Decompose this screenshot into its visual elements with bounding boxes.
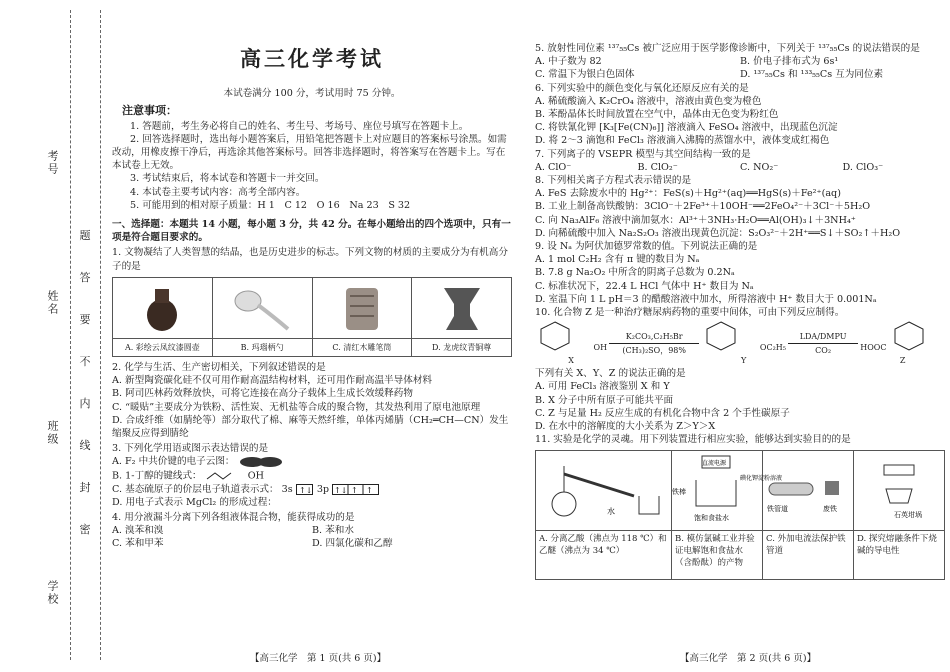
q7-option-b[interactable]: B. ClO₂⁻	[637, 161, 678, 173]
orbital-3s-label: 3s	[281, 483, 293, 495]
svg-text:↑↓: ↑↓	[334, 485, 348, 495]
q3-option-d[interactable]: D. 用电子式表示 MgCl₂ 的形成过程：	[112, 496, 277, 508]
quartz-crucible-icon	[854, 461, 944, 521]
q6-option-d[interactable]: D. 将 2～3 滴饱和 FeCl₃ 溶液滴入沸腾的蒸馏水中，液体变成红褐色	[535, 135, 830, 147]
q3-option-b-label: B. 1-丁醇的键线式：	[112, 470, 202, 482]
label-name: 姓名	[46, 290, 59, 316]
y-label: Y	[741, 355, 747, 365]
benzene-ring-icon	[701, 320, 757, 350]
q2-stem: 2. 化学与生活、生产密切相关，下列叙述错误的是	[112, 362, 326, 374]
q7-option-d[interactable]: D. ClO₃⁻	[842, 161, 884, 173]
warning-char: 封	[79, 481, 91, 494]
lacquer-pot-icon	[142, 283, 182, 333]
note-item: 2. 回答选择题时，选出每小题答案后，用铅笔把答题卡上对应题目的答案标号涂黑。如需改动，用橡皮擦干净后，再选涂其他答案标号。回答非选择题时，将答案写在答题卡上。写在本试卷上无效。	[112, 133, 507, 172]
q2-option-c[interactable]: C. “暖贴”主要成分为铁粉、活性炭、无机盐等合成的聚合物，其发热利用了原电池原理	[112, 401, 481, 413]
q3-option-a[interactable]	[112, 455, 512, 468]
binding-line-inner	[100, 10, 101, 660]
q11-stem: 11. 实验是化学的灵魂。用下列装置进行相应实验，能够达到实验目的的是	[535, 434, 851, 446]
right-column	[535, 42, 945, 580]
q9-option-d[interactable]: D. 室温下向 1 L pH＝3 的醋酸溶液中加水，所得溶液中 H⁺ 数目大于 0.001Nₐ	[535, 293, 877, 305]
warning-char: 内	[79, 397, 91, 410]
svg-text:↑↓: ↑↓	[298, 485, 313, 495]
q10-option-c[interactable]: C. Z 与足量 H₂ 反应生成的有机化合物中含 2 个手性碳原子	[535, 407, 790, 419]
q10-option-b[interactable]: B. X 分子中所有原子可能共平面	[535, 394, 674, 406]
q5-option-d[interactable]: D. ¹³⁷₅₅Cs 和 ¹³³₅₅Cs 互为同位素	[740, 69, 884, 81]
q6-option-c[interactable]: C. 将铁氰化钾 [K₃[Fe(CN)₆]] 溶液滴入 FeSO₄ 溶液中，出现蓝色沉淀	[535, 122, 838, 134]
y-group: OC₂H₅	[759, 342, 786, 352]
binding-margin	[0, 0, 110, 672]
q7-option-a[interactable]: A. ClO⁻	[535, 161, 572, 173]
q9-option-b[interactable]: B. 7.8 g Na₂O₂ 中所含的阴离子总数为 0.2Nₐ	[535, 267, 735, 279]
reagent1-bottom: (CH₃)₂SO，98%	[622, 345, 686, 355]
iron-rod-label: 铁棒	[672, 487, 686, 496]
q11-option-a[interactable]	[536, 451, 672, 579]
q3-option-b[interactable]	[112, 469, 512, 483]
q6-option-b[interactable]: B. 苯酚晶体长时间放置在空气中，晶体由无色变为粉红色	[535, 109, 779, 121]
q1-option-c[interactable]	[313, 278, 413, 356]
q1-image-table	[112, 277, 512, 357]
exam-title: 高三化学考试	[240, 46, 384, 71]
note-item: 1. 答题前，考生务必将自己的姓名、考生号、考场号、座位号填写在答题卡上。	[130, 120, 469, 132]
q8-option-b[interactable]: B. 工业上制备高铁酸钠：3ClO⁻＋2Fe³⁺＋10OH⁻══2FeO₄²⁻＋3Cl⁻＋5H₂O	[535, 201, 871, 213]
q4-option-c[interactable]: C. 苯和甲苯	[112, 538, 164, 550]
q3-option-c[interactable]	[112, 483, 512, 496]
bronze-zun-icon	[438, 282, 486, 334]
q10-option-a[interactable]: A. 可用 FeCl₃ 溶液鉴别 X 和 Y	[535, 381, 670, 393]
note-item: 3. 考试结束后，将本试卷和答题卡一并交回。	[130, 173, 325, 185]
warning-char: 密	[79, 523, 91, 536]
q6-stem: 6. 下列实验中的颜色变化与氧化还原反应有关的是	[535, 82, 749, 94]
benzene-ring-icon	[889, 320, 945, 350]
brush-holder-icon	[340, 282, 384, 334]
compound-y	[701, 320, 786, 367]
q3-stem: 3. 下列化学用语或图示表达错误的是	[112, 443, 269, 455]
x-label: X	[568, 355, 574, 365]
q7-stem: 7. 下列离子的 VSEPR 模型与其空间结构一致的是	[535, 148, 751, 160]
reaction-arrow-1	[609, 330, 699, 357]
q1-option-a[interactable]	[113, 278, 213, 356]
cathodic-protection-icon	[763, 461, 853, 521]
q5-option-a[interactable]: A. 中子数为 82	[535, 56, 602, 68]
q5-option-c[interactable]: C. 常温下为银白色固体	[535, 69, 635, 81]
q9-option-a[interactable]: A. 1 mol C₂H₂ 含有 π 键的数目为 Nₐ	[535, 254, 700, 266]
q1-option-c-label: C. 清红木雕笔筒	[313, 338, 412, 356]
q9-option-c[interactable]: C. 标准状况下，22.4 L HCl 气体中 H⁺ 数目为 Nₐ	[535, 280, 754, 292]
z-label: Z	[899, 355, 906, 365]
orbital-3s-box	[296, 484, 314, 495]
distillation-apparatus-icon	[539, 456, 669, 526]
svg-text:↑: ↑	[351, 485, 358, 495]
q11-option-c[interactable]	[763, 451, 854, 579]
q8-stem: 8. 下列相关离子方程式表示错误的是	[535, 175, 692, 187]
compound-x	[535, 320, 607, 367]
q1-option-d[interactable]	[412, 278, 511, 356]
q8-option-c[interactable]: C. 向 Na₃AlF₆ 溶液中滴加氨水：Al³⁺＋3NH₃·H₂O══Al(OH)₃↓＋3NH₄⁺	[535, 214, 856, 226]
q10-option-d[interactable]: D. 在水中的溶解度的大小关系为 Z＞Y＞X	[535, 421, 716, 433]
q4-option-b[interactable]: B. 苯和水	[312, 525, 354, 537]
q9-stem: 9. 设 Nₐ 为阿伏加德罗常数的值。下列说法正确的是	[535, 241, 758, 253]
reaction-arrow-2	[788, 330, 858, 357]
q4-option-d[interactable]: D. 四氯化碳和乙醇	[312, 538, 393, 550]
q11-option-b-label: B. 模仿氯碱工业并验证电解饱和食盐水（含酚酞）的产物	[675, 534, 755, 569]
orbital-3p-box	[332, 484, 380, 495]
orbital-3p-label: 3p	[316, 483, 330, 495]
q5-stem: 5. 放射性同位素 ¹³⁷₅₅Cs 被广泛应用于医学影像诊断中，下列关于 ¹³⁷₅₅Cs 的说法错误的是	[535, 43, 920, 54]
binding-warning	[78, 230, 92, 566]
pipe-label: 铁管道	[767, 504, 788, 513]
q4-option-a[interactable]: A. 溴苯和溴	[112, 525, 164, 537]
scrap-iron-label: 废铁	[823, 504, 837, 513]
section-heading: 一、选择题：本题共 14 小题，每小题 3 分，共 42 分。在每小题给出的四个选项中，只有一项是符合题目要求的。	[112, 219, 511, 244]
bond-line-icon	[205, 469, 245, 483]
warning-char: 要	[79, 313, 91, 326]
note-item: 4. 本试卷主要考试内容：高考全部内容。	[130, 186, 306, 198]
q10-stem: 10. 化合物 Z 是一种治疗糖尿病药物的重要中间体，可由下列反应制得。	[535, 307, 845, 319]
x-group: OH	[593, 342, 608, 352]
electron-cloud-icon	[238, 456, 284, 468]
q11-option-c-label: C. 外加电流法保护铁管道	[766, 534, 846, 557]
q6-option-a[interactable]: A. 稀硫酸滴入 K₂CrO₄ 溶液中，溶液由黄色变为橙色	[535, 95, 762, 107]
water-label: 水	[606, 506, 615, 516]
brine-label: 饱和食盐水	[694, 513, 729, 522]
q4-stem: 4. 用分液漏斗分离下列各组液体混合物，能获得成功的是	[112, 512, 355, 524]
ki-starch-label: 碘化钾淀粉溶液	[740, 474, 783, 482]
q10-reaction-scheme	[535, 321, 945, 365]
q2-option-a[interactable]: A. 新型陶瓷碳化硅不仅可用作耐高温结构材料，还可用作耐高温半导体材料	[112, 375, 433, 387]
notes-title: 注意事项：	[122, 104, 177, 118]
q2-option-d[interactable]: D. 合成纤维（如腈纶等）部分取代了棉、麻等天然纤维，单体丙烯腈（CH₂═CH—CN）发生缩聚反应得到腈纶	[112, 414, 509, 440]
label-class: 班级	[46, 420, 59, 446]
hydroxyl-label: OH	[247, 470, 265, 482]
q11-option-d[interactable]	[854, 451, 944, 579]
binding-line-outer	[70, 10, 71, 660]
warning-char: 题	[79, 229, 91, 242]
power-label: 直流电源	[702, 459, 727, 467]
q1-option-a-label: A. 彩绘云凤纹漆圆壶	[113, 338, 212, 356]
label-exam-number: 考号	[46, 150, 59, 176]
q1-option-b-label: B. 玛瑙柄勺	[213, 338, 312, 356]
crucible-label: 石英坩埚	[894, 510, 922, 519]
footer-left: 【高三化学 第 1 页(共 6 页)】	[250, 653, 387, 664]
q7-option-c[interactable]: C. NO₂⁻	[740, 161, 779, 173]
compound-z	[860, 320, 945, 367]
warning-char: 线	[79, 439, 91, 452]
q3-option-a-label: A. F₂ 中共价键的电子云图：	[112, 456, 235, 468]
q8-option-a[interactable]: A. FeS 去除废水中的 Hg²⁺：FeS(s)＋Hg²⁺(aq)══HgS(s)＋Fe²⁺(aq)	[535, 188, 841, 200]
warning-char: 不	[79, 355, 91, 368]
q2-option-b[interactable]: B. 阿司匹林药效释放快，可将它连接在高分子载体上生成长效缓释药物	[112, 388, 413, 400]
q1-stem: 1. 文物凝结了人类智慧的结晶，也是历史进步的标志。下列文物的材质的主要成分为有机高分子的是	[112, 247, 508, 272]
q10-sub-stem: 下列有关 X、Y、Z 的说法正确的是	[535, 368, 686, 380]
q11-apparatus-table	[535, 450, 945, 580]
reagent2-bottom: CO₂	[815, 345, 832, 355]
q1-option-d-label: D. 龙虎纹青铜尊	[412, 338, 511, 356]
q5-option-b[interactable]: B. 价电子排布式为 6s¹	[740, 56, 839, 68]
q8-option-d[interactable]: D. 向稀硫酸中加入 Na₂S₂O₃ 溶液出现黄色沉淀：S₂O₃²⁻＋2H⁺══S↓＋SO₂↑＋H₂O	[535, 227, 901, 239]
z-group: HOOC	[860, 342, 887, 352]
svg-text:↑: ↑	[366, 485, 373, 495]
warning-char: 答	[79, 271, 91, 284]
note-item: 5. 可能用到的相对原子质量：H 1 C 12 O 16 Na 23 S 32	[130, 199, 411, 211]
label-school: 学校	[46, 580, 59, 606]
q1-option-b[interactable]	[213, 278, 313, 356]
score-time: 本试卷满分 100 分，考试用时 75 分钟。	[223, 88, 401, 100]
q11-option-a-label: A. 分离乙酸（沸点为 118 ℃）和乙醚（沸点为 34 ℃）	[539, 534, 667, 557]
reagent1-top: K₂CO₃,C₂H₅Br	[625, 331, 683, 341]
footer-right: 【高三化学 第 2 页(共 6 页)】	[680, 653, 817, 664]
agate-spoon-icon	[232, 283, 292, 333]
q3-option-c-label: C. 基态硫原子的价层电子轨道表示式：	[112, 483, 279, 495]
left-column	[112, 0, 512, 551]
reagent2-top: LDA/DMPU	[799, 331, 847, 341]
benzene-ring-icon	[535, 320, 591, 350]
q11-option-d-label: D. 探究熔融条件下烧碱的导电性	[857, 534, 937, 557]
